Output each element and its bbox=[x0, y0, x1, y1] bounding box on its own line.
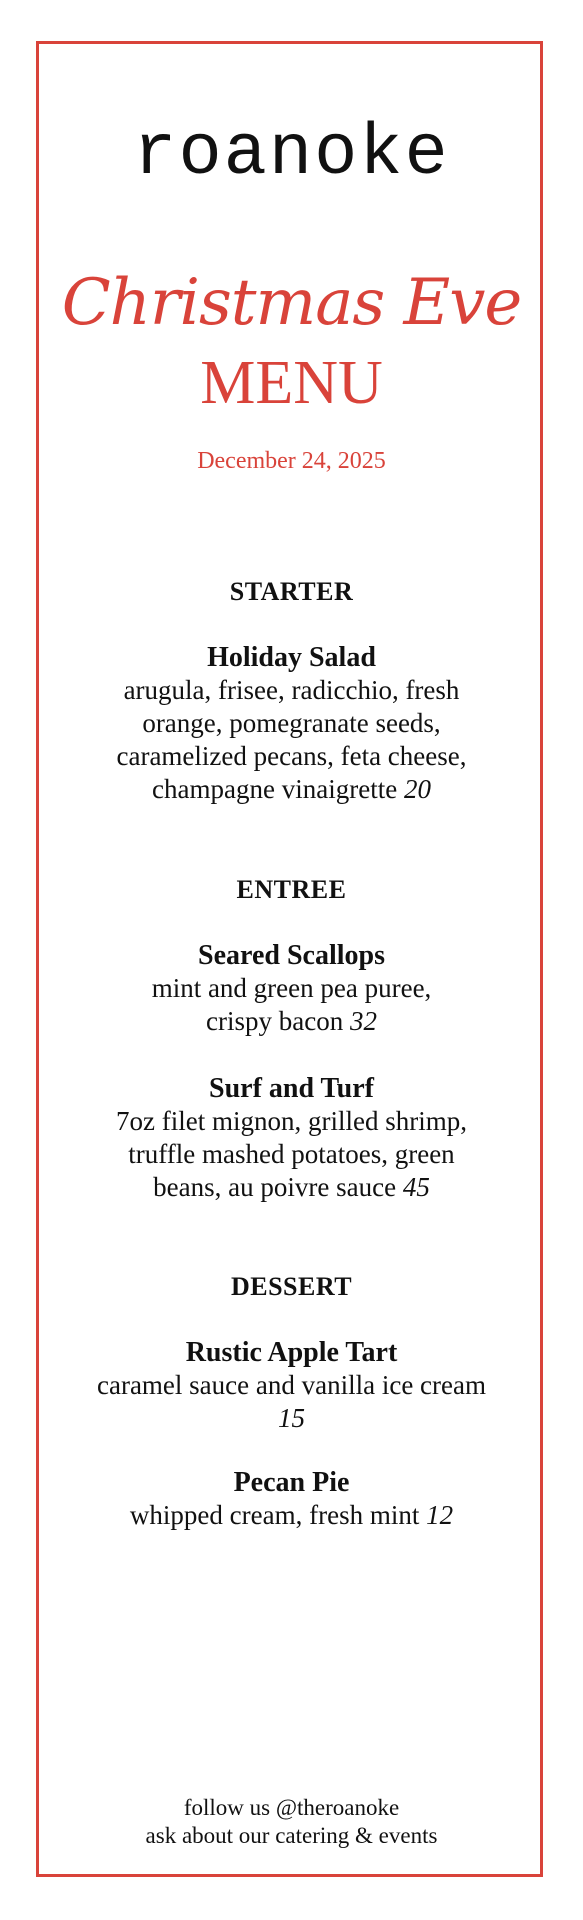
menu-footer bbox=[36, 1794, 547, 1850]
item-name: Pecan Pie bbox=[233, 1467, 350, 1498]
menu-item-seared-scallops bbox=[36, 940, 547, 1038]
footer-social-handle: follow us @theroanoke bbox=[183, 1795, 400, 1820]
item-description: 7oz filet mignon, grilled shrimp, truffle mashed potatoes, green beans, au poivre sauce bbox=[116, 1106, 467, 1202]
item-name: Surf and Turf bbox=[209, 1073, 374, 1104]
item-description-wrap bbox=[122, 972, 462, 1038]
item-price: 32 bbox=[349, 1006, 377, 1036]
section-title-starter: STARTER bbox=[229, 577, 354, 606]
item-name: Holiday Salad bbox=[207, 642, 376, 673]
item-description: whipped cream, fresh mint bbox=[129, 1500, 420, 1530]
menu-item-holiday-salad bbox=[36, 642, 547, 806]
item-description: caramel sauce and vanilla ice cream bbox=[96, 1370, 486, 1400]
menu-heading: MENU bbox=[200, 349, 383, 417]
item-price: 12 bbox=[426, 1500, 454, 1530]
item-description-wrap bbox=[92, 1105, 492, 1204]
footer-catering-note: ask about our catering & events bbox=[145, 1823, 438, 1848]
menu-item-pecan-pie bbox=[36, 1467, 547, 1532]
menu-date: December 24, 2025 bbox=[197, 448, 386, 474]
item-name: Rustic Apple Tart bbox=[185, 1337, 398, 1368]
item-price: 20 bbox=[403, 774, 431, 804]
item-name: Seared Scallops bbox=[198, 940, 385, 971]
section-title-entree: ENTREE bbox=[236, 875, 347, 904]
item-description-wrap bbox=[82, 1499, 502, 1532]
item-price: 45 bbox=[402, 1172, 430, 1202]
menu-item-surf-and-turf bbox=[36, 1073, 547, 1204]
item-description-wrap bbox=[82, 1369, 502, 1435]
menu-item-rustic-apple-tart bbox=[36, 1337, 547, 1435]
section-title-dessert: DESSERT bbox=[230, 1272, 353, 1301]
item-price: 15 bbox=[278, 1403, 305, 1433]
brand-logo: roanoke bbox=[133, 113, 450, 195]
item-description: arugula, frisee, radicchio, fresh orange, pomegranate seeds, caramelized pecans, feta cheese, champagne vinaigrette bbox=[116, 675, 467, 804]
item-description: mint and green pea puree, crispy bacon bbox=[151, 973, 432, 1036]
menu-heading-script: Christmas Eve bbox=[61, 266, 522, 340]
item-description-wrap bbox=[102, 674, 482, 806]
